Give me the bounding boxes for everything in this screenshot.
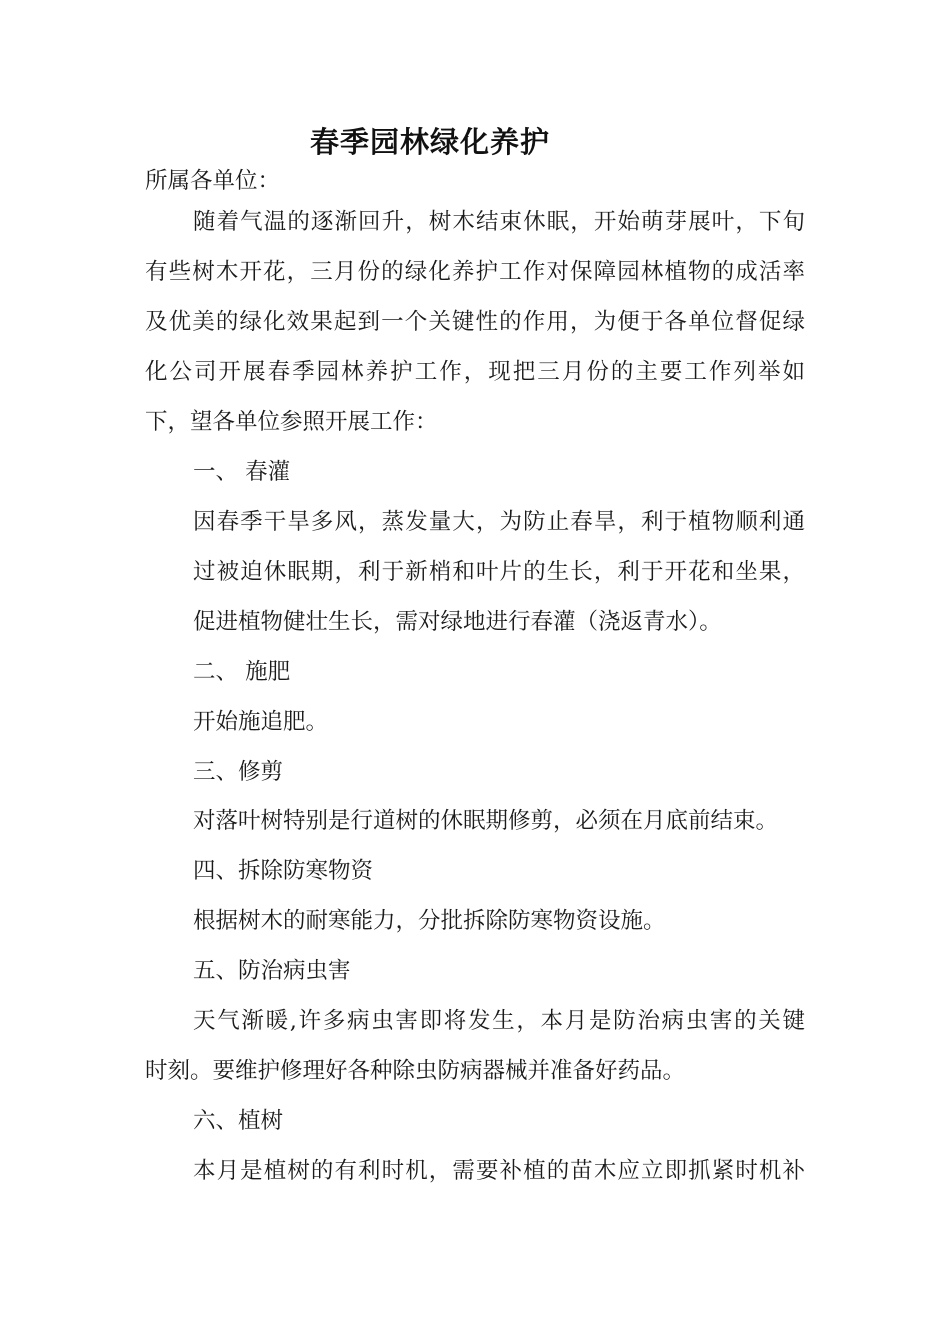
section-body-line: 开始施追肥。 (193, 709, 329, 735)
section-body-line: 对落叶树特别是行道树的休眠期修剪，必须在月底前结束。 (193, 808, 779, 834)
section-body-line: 时刻。要维护修理好各种除虫防病器械并准备好药品。 (145, 1058, 686, 1084)
intro-line: 及优美的绿化效果起到一个关键性的作用，为便于各单位督促绿 (145, 309, 805, 335)
section-heading: 五、防治病虫害 (193, 958, 351, 984)
section-heading: 二、 施肥 (193, 659, 291, 685)
document-title: 春季园林绿化养护 (309, 125, 550, 159)
salutation: 所属各单位： (145, 168, 281, 194)
section-body-line: 天气渐暖,许多病虫害即将发生，本月是防治病虫害的关键 (193, 1008, 805, 1034)
section-body-line: 本月是植树的有利时机，需要补植的苗木应立即抓紧时机补 (193, 1158, 805, 1184)
intro-line: 下，望各单位参照开展工作： (145, 409, 438, 435)
section-body-line: 过被迫休眠期，利于新梢和叶片的生长，利于开花和坐果， (193, 559, 805, 585)
section-heading: 一、 春灌 (193, 459, 291, 485)
intro-line: 随着气温的逐渐回升，树木结束休眠，开始萌芽展叶，下旬 (193, 209, 805, 235)
section-heading: 六、植树 (193, 1108, 284, 1134)
intro-line: 化公司开展春季园林养护工作，现把三月份的主要工作列举如 (145, 359, 805, 385)
intro-line: 有些树木开花，三月份的绿化养护工作对保障园林植物的成活率 (145, 259, 805, 285)
section-body-line: 促进植物健壮生长，需对绿地进行春灌（浇返青水）。 (193, 609, 722, 635)
section-body-line: 因春季干旱多风，蒸发量大，为防止春旱，利于植物顺利通 (193, 509, 805, 535)
section-body-line: 根据树木的耐寒能力，分批拆除防寒物资设施。 (193, 908, 666, 934)
section-heading: 四、拆除防寒物资 (193, 858, 374, 884)
section-heading: 三、修剪 (193, 759, 284, 785)
